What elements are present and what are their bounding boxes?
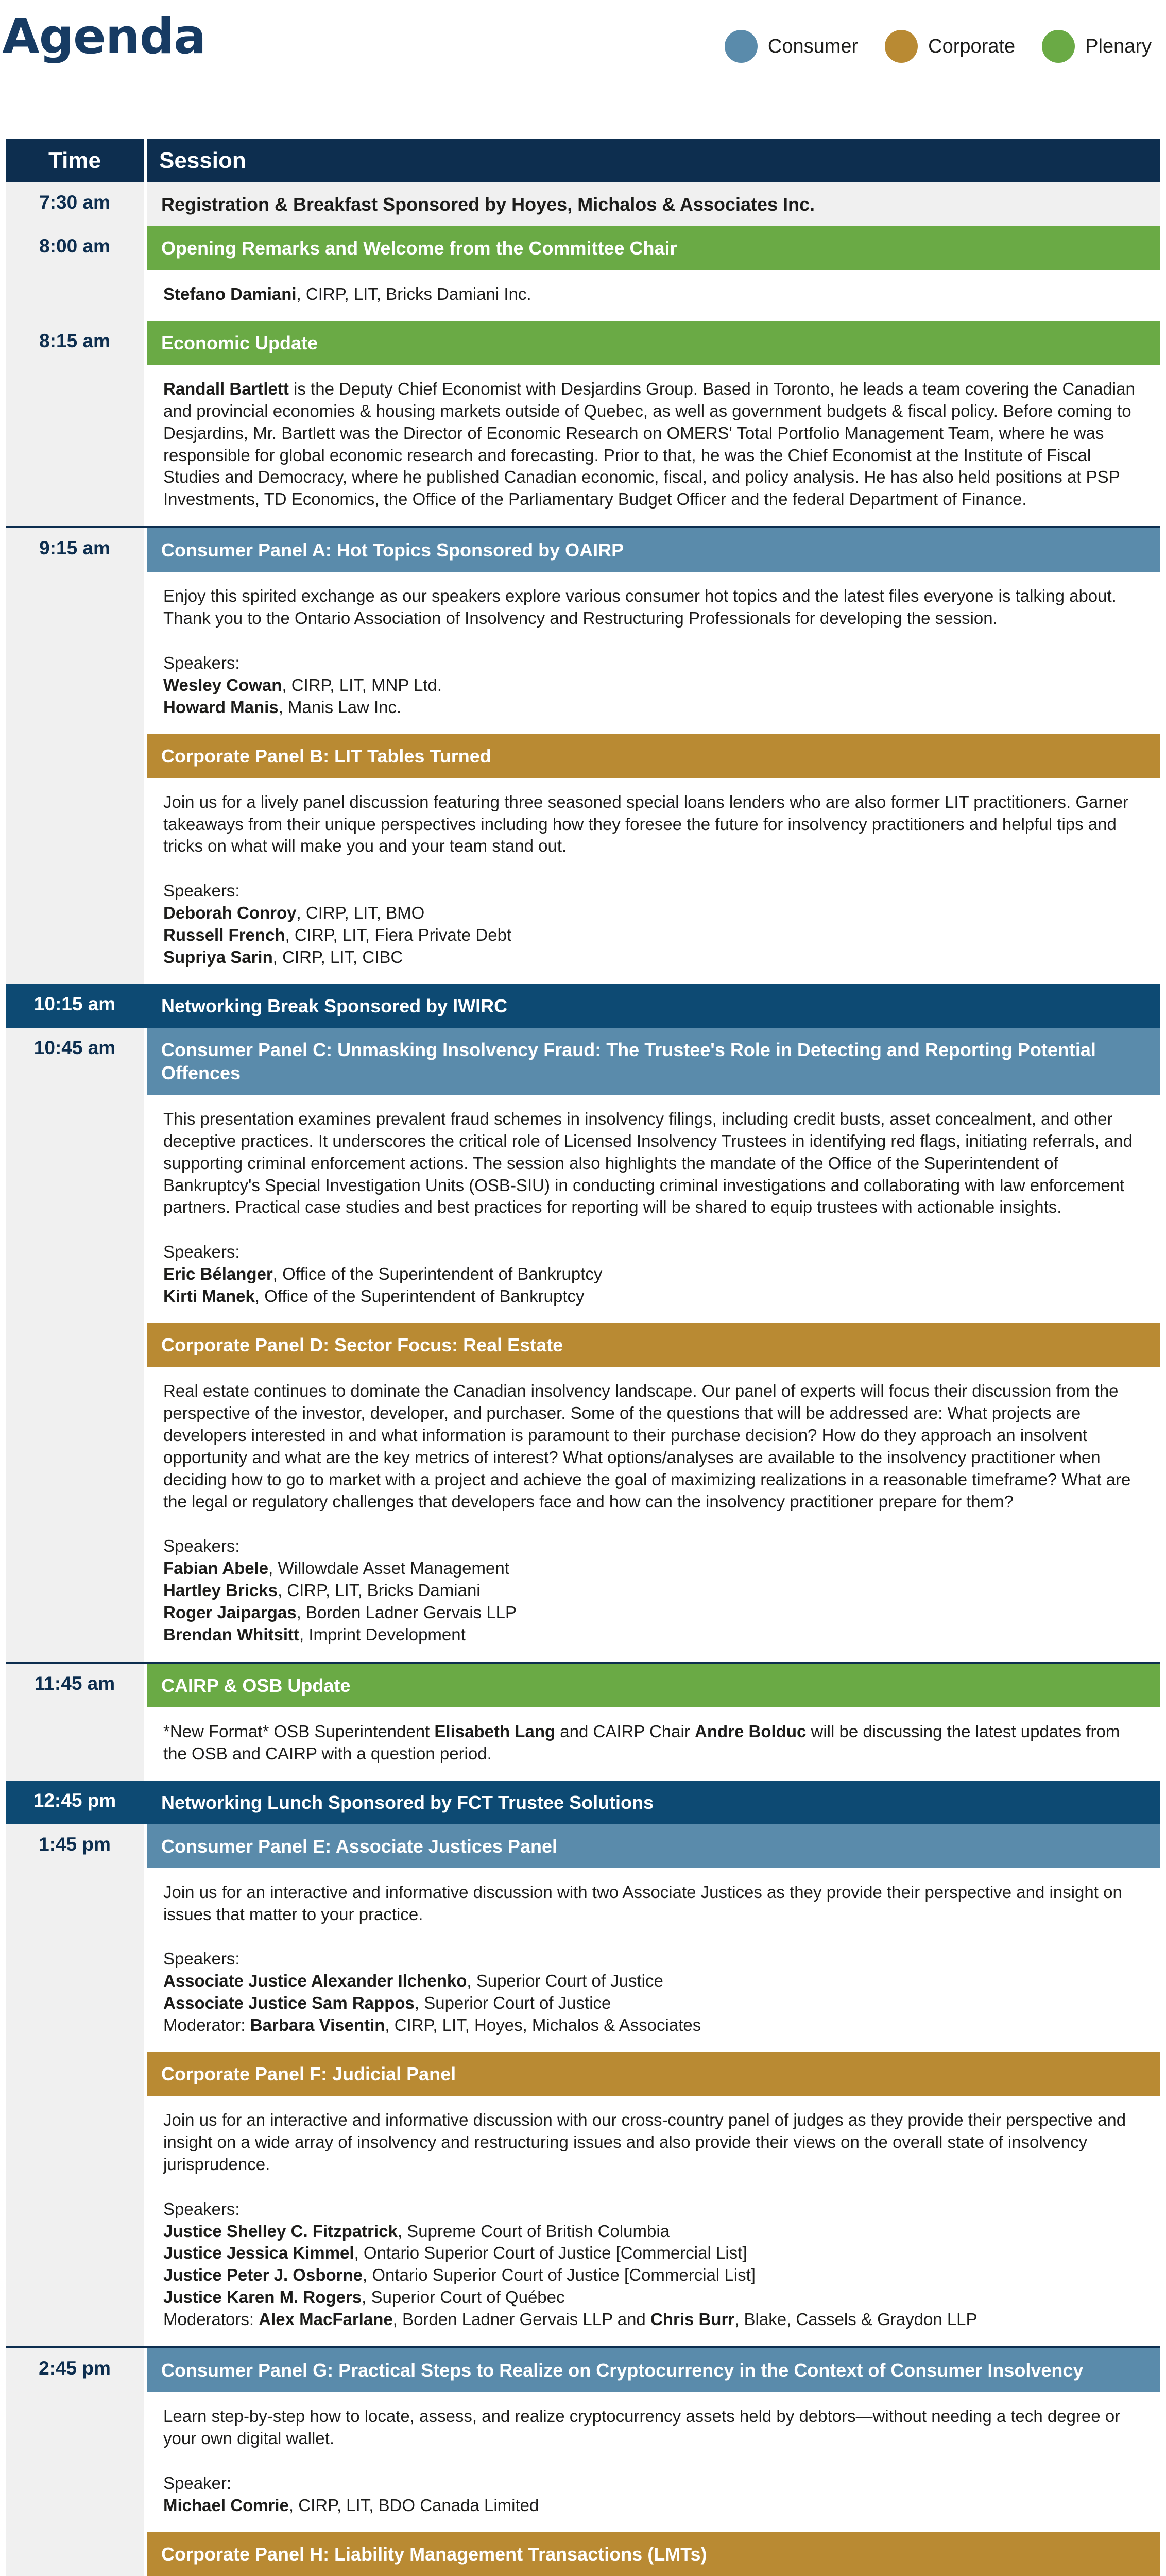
- speaker-affiliation: , CIRP, LIT, BDO Canada Limited: [288, 2495, 539, 2515]
- speaker-line: [163, 1263, 1146, 1285]
- speakers-list: [163, 880, 1146, 969]
- speaker-affiliation: , Superior Court of Québec: [362, 2287, 565, 2307]
- update-text: *New Format* OSB Superintendent: [163, 1721, 435, 1741]
- session-title-registration: Registration & Breakfast Sponsored by Hoyes, Michalos & Associates Inc.: [147, 182, 1160, 226]
- session-body: [147, 1095, 1160, 1323]
- speaker-name: Associate Justice Sam Rappos: [163, 1993, 415, 2013]
- speaker-line: [163, 946, 1146, 969]
- session-body: [147, 2096, 1160, 2346]
- agenda-header: [0, 0, 1166, 139]
- speaker-name: Alex MacFarlane: [259, 2310, 393, 2329]
- speaker-name: Howard Manis: [163, 697, 279, 717]
- agenda-row-0730: [6, 182, 1160, 226]
- speaker-name: Deborah Conroy: [163, 903, 297, 923]
- speakers-label: Speaker:: [163, 2473, 232, 2493]
- moderator-label: Moderator:: [163, 2015, 250, 2035]
- agenda-row-1345: [6, 1824, 1160, 2348]
- speaker-line: [163, 924, 1146, 946]
- speaker-name: Elisabeth Lang: [434, 1721, 556, 1741]
- speakers-list: [163, 1535, 1146, 1646]
- speakers-list: [163, 652, 1146, 719]
- speaker-name: Russell French: [163, 925, 285, 945]
- speaker-affiliation: , Office of the Superintendent of Bankruptcy: [254, 1286, 585, 1306]
- speaker-name: Kirti Manek: [163, 1286, 255, 1306]
- speaker-name: Michael Comrie: [163, 2495, 289, 2515]
- legend-item-plenary: [1042, 30, 1152, 63]
- speakers-label: Speakers:: [163, 1949, 240, 1969]
- session-body: [147, 270, 1160, 321]
- speaker-line: [163, 1992, 1146, 2014]
- legend-label: Corporate: [928, 35, 1016, 57]
- agenda-table: [6, 139, 1160, 2576]
- session-cell: [147, 1664, 1160, 1781]
- speaker-line: [163, 1624, 1146, 1646]
- time-cell: 8:15 am: [6, 321, 144, 526]
- speaker-name: Barbara Visentin: [250, 2015, 385, 2035]
- agenda-row-0915: [6, 528, 1160, 984]
- speaker-name: Justice Jessica Kimmel: [163, 2243, 354, 2263]
- time-cell: 2:45 pm: [6, 2348, 144, 2576]
- session-description: Real estate continues to dominate the Canadian insolvency landscape. Our panel of experts will focus their discussion from the perspective of the investor, developer, and purchaser. Some of the questions that will be addressed are: What projects are developers interested in and what information is paramount to their purchase decision? How do they approach an insolvent opportunity and what are the key metrics of interest? What options/analyses are available to the insolvency practitioner when deciding how to go to market with a project and achieve the goal of maximizing realizations in a reasonable timeframe? What are the legal or regulatory challenges that developers face and how can the insolvency practitioner prepare for them?: [163, 1381, 1131, 1511]
- update-description: [163, 1721, 1146, 1765]
- session-title-consumer-panel-g: Consumer Panel G: Practical Steps to Realize on Cryptocurrency in the Context of Consumer Insolvency: [147, 2348, 1160, 2392]
- speaker-line: [163, 2264, 1146, 2286]
- legend-label: Consumer: [767, 35, 859, 57]
- time-cell: 7:30 am: [6, 182, 144, 226]
- legend-label: Plenary: [1085, 35, 1152, 57]
- speakers-list: [163, 1948, 1146, 2037]
- speaker-line: [163, 1602, 1146, 1624]
- speaker-name: Justice Karen M. Rogers: [163, 2287, 362, 2307]
- time-column-header: Time: [6, 139, 144, 182]
- session-body: [147, 1707, 1160, 1781]
- speakers-list: [163, 2198, 1146, 2331]
- session-description: Join us for an interactive and informative discussion with two Associate Justices as they provide their perspective and insight on issues that matter to your practice.: [163, 1882, 1122, 1924]
- speaker-affiliation: , Ontario Superior Court of Justice [Commercial List]: [354, 2243, 747, 2263]
- session-title-cairp-osb-update: CAIRP & OSB Update: [147, 1664, 1160, 1707]
- speaker-affiliation: , CIRP, LIT, MNP Ltd.: [282, 675, 442, 694]
- time-cell: 10:45 am: [6, 1028, 144, 1662]
- speaker-name: Brendan Whitsitt: [163, 1624, 299, 1644]
- session-body: [147, 1367, 1160, 1662]
- bio-text: is the Deputy Chief Economist with Desjardins Group. Based in Toronto, he leads a team covering the Canadian and provincial economies & housing markets outside of Quebec, as well as government budgets & fiscal policy. Before coming to Desjardins, Mr. Bartlett was the Director of Economic Research on OMERS' Total Portfolio Management Team, where he was responsible for global economic research and forecasting. Prior to that, he was the Chief Economist at the Institute of Fiscal Studies and Democracy, where he published Canadian economic, fiscal, and policy analysis. He has also held positions at PSP Investments, TD Economics, the Office of the Parliamentary Budget Officer and the federal Department of Finance.: [163, 379, 1135, 509]
- agenda-row-0800: [6, 226, 1160, 321]
- speaker-affiliation: , Imprint Development: [299, 1624, 466, 1644]
- speaker-name: Wesley Cowan: [163, 675, 282, 694]
- session-title-networking-break-iwirc: Networking Break Sponsored by IWIRC: [147, 984, 1160, 1028]
- legend: [698, 30, 1152, 63]
- speaker-line: [163, 1580, 1146, 1602]
- speaker-affiliation: , Supreme Court of British Columbia: [397, 2221, 670, 2241]
- speaker-line: [163, 697, 1146, 719]
- speaker-line: [163, 2242, 1146, 2264]
- session-cell: [147, 226, 1160, 321]
- session-title-corporate-panel-b: Corporate Panel B: LIT Tables Turned: [147, 734, 1160, 778]
- session-body: [147, 365, 1160, 526]
- agenda-row-1145: [6, 1664, 1160, 1781]
- speaker-affiliation: , Borden Ladner Gervais LLP and: [392, 2310, 650, 2329]
- update-text: and CAIRP Chair: [555, 1721, 695, 1741]
- speakers-label: Speakers:: [163, 1536, 240, 1556]
- legend-item-corporate: [885, 30, 1015, 63]
- speaker-affiliation: , CIRP, LIT, Bricks Damiani Inc.: [296, 284, 531, 303]
- speaker-name: Hartley Bricks: [163, 1581, 278, 1600]
- speaker-affiliation: , Manis Law Inc.: [278, 697, 402, 717]
- speaker-name: Justice Shelley C. Fitzpatrick: [163, 2221, 398, 2241]
- update-text: will be discussing the latest updates from the OSB and CAIRP with a question period.: [163, 1721, 1120, 1763]
- speaker-line: [163, 1970, 1146, 1992]
- agenda-row-0815: [6, 321, 1160, 528]
- session-cell: [147, 182, 1160, 226]
- speaker-affiliation: , Superior Court of Justice: [467, 1971, 663, 1991]
- time-cell: 1:45 pm: [6, 1824, 144, 2346]
- moderator-line: [163, 2309, 1146, 2331]
- session-description: Join us for a lively panel discussion featuring three seasoned special loans lenders who are also former LIT practitioners. Garner takeaways from their unique perspectives including how they foresee the future for insolvency practitioners and helpful tips and tricks on what will make you and your team stand out.: [163, 792, 1129, 856]
- session-cell: [147, 2348, 1160, 2576]
- speakers-label: Speakers:: [163, 653, 240, 673]
- session-body: [147, 1868, 1160, 2052]
- speaker-affiliation: , CIRP, LIT, Hoyes, Michalos & Associates: [385, 2015, 701, 2035]
- speaker-affiliation: , Blake, Cassels & Graydon LLP: [734, 2310, 978, 2329]
- speaker-name: Chris Burr: [650, 2310, 735, 2329]
- session-title-consumer-panel-e: Consumer Panel E: Associate Justices Panel: [147, 1824, 1160, 1868]
- speaker-name: Andre Bolduc: [695, 1721, 807, 1741]
- table-header: [6, 139, 1160, 182]
- speaker-name: Stefano Damiani: [163, 284, 297, 303]
- page-title: Agenda: [2, 9, 206, 65]
- session-cell: [147, 984, 1160, 1028]
- session-cell: [147, 1781, 1160, 1824]
- agenda-row-1445: [6, 2348, 1160, 2576]
- speaker-affiliation: , Borden Ladner Gervais LLP: [296, 1603, 517, 1622]
- legend-item-consumer: [725, 30, 858, 63]
- session-title-opening: Opening Remarks and Welcome from the Committee Chair: [147, 226, 1160, 270]
- session-description: Enjoy this spirited exchange as our speakers explore various consumer hot topics and the latest files everyone is talking about. Thank you to the Ontario Association of Insolvency and Restructuring Professionals for developing the session.: [163, 586, 1117, 628]
- speakers-list: [163, 1241, 1146, 1308]
- session-title-corporate-panel-d: Corporate Panel D: Sector Focus: Real Estate: [147, 1323, 1160, 1367]
- time-cell: 11:45 am: [6, 1664, 144, 1781]
- speaker-affiliation: , CIRP, LIT, Fiera Private Debt: [285, 925, 512, 945]
- session-cell: [147, 528, 1160, 984]
- session-description: This presentation examines prevalent fraud schemes in insolvency filings, including credit busts, asset concealment, and other deceptive practices. It underscores the critical role of Licensed Insolvency Trustees in identifying red flags, initiating referrals, and supporting criminal enforcement actions. The session also highlights the mandate of the Office of the Superintendent of Bankruptcy's Special Investigation Units (OSB-SIU) in conducting criminal investigations and collaborating with law enforcement partners. Practical case studies and best practices for reporting will be shared to equip trustees with actionable insights.: [163, 1109, 1133, 1217]
- speaker-line: [163, 674, 1146, 697]
- agenda-row-1245: [6, 1781, 1160, 1824]
- moderator-label: Moderators:: [163, 2310, 259, 2329]
- session-body: [147, 572, 1160, 734]
- time-cell: 10:15 am: [6, 984, 144, 1028]
- session-title-corporate-panel-h: Corporate Panel H: Liability Management Transactions (LMTs): [147, 2532, 1160, 2576]
- speaker-affiliation: , CIRP, LIT, CIBC: [272, 947, 403, 967]
- speaker-affiliation: , Willowdale Asset Management: [268, 1558, 509, 1578]
- session-cell: [147, 1028, 1160, 1662]
- session-body: [147, 778, 1160, 984]
- speakers-label: Speakers:: [163, 2199, 240, 2218]
- session-title-consumer-panel-c: Consumer Panel C: Unmasking Insolvency Fraud: The Trustee's Role in Detecting and Reporting Potential Offences: [147, 1028, 1160, 1095]
- session-cell: [147, 321, 1160, 526]
- plenary-dot-icon: [1042, 30, 1075, 63]
- speaker-name: Supriya Sarin: [163, 947, 273, 967]
- session-title-economic-update: Economic Update: [147, 321, 1160, 365]
- speakers-list: [163, 2472, 1146, 2517]
- time-cell: 12:45 pm: [6, 1781, 144, 1824]
- session-body: [147, 2392, 1160, 2532]
- speaker-name: Associate Justice Alexander Ilchenko: [163, 1971, 467, 1991]
- speakers-label: Speakers:: [163, 881, 240, 901]
- speaker-bio: [163, 378, 1146, 511]
- session-title-consumer-panel-a: Consumer Panel A: Hot Topics Sponsored by OAIRP: [147, 528, 1160, 572]
- speaker-line: [163, 283, 1146, 306]
- speaker-affiliation: , Ontario Superior Court of Justice [Commercial List]: [363, 2265, 756, 2285]
- speaker-name: Fabian Abele: [163, 1558, 269, 1578]
- speakers-label: Speakers:: [163, 1242, 240, 1262]
- time-cell: 8:00 am: [6, 226, 144, 321]
- consumer-dot-icon: [725, 30, 758, 63]
- session-cell: [147, 1824, 1160, 2346]
- session-title-networking-lunch: Networking Lunch Sponsored by FCT Trustee Solutions: [147, 1781, 1160, 1824]
- speaker-line: [163, 902, 1146, 924]
- speaker-line: [163, 2286, 1146, 2309]
- speaker-line: [163, 1285, 1146, 1308]
- agenda-row-1015: [6, 984, 1160, 1028]
- time-cell: 9:15 am: [6, 528, 144, 984]
- session-title-corporate-panel-f: Corporate Panel F: Judicial Panel: [147, 2052, 1160, 2096]
- corporate-dot-icon: [885, 30, 918, 63]
- session-column-header: Session: [147, 139, 1160, 182]
- speaker-line: [163, 2495, 1146, 2517]
- moderator-line: [163, 2014, 1146, 2037]
- speaker-name: Randall Bartlett: [163, 379, 289, 398]
- agenda-row-1045: [6, 1028, 1160, 1664]
- speaker-line: [163, 2221, 1146, 2243]
- speaker-name: Roger Jaipargas: [163, 1603, 297, 1622]
- speaker-affiliation: , Office of the Superintendent of Bankruptcy: [272, 1264, 603, 1284]
- speaker-name: Eric Bélanger: [163, 1264, 273, 1284]
- speaker-line: [163, 1557, 1146, 1580]
- speaker-affiliation: , CIRP, LIT, Bricks Damiani: [277, 1581, 481, 1600]
- speaker-affiliation: , Superior Court of Justice: [414, 1993, 611, 2013]
- session-description: Learn step-by-step how to locate, assess, and realize cryptocurrency assets held by debtors—without needing a tech degree or your own digital wallet.: [163, 2406, 1121, 2448]
- session-description: Join us for an interactive and informative discussion with our cross-country panel of judges as they provide their perspective and insight on a wide array of insolvency and restructuring issues and also provide their views on the overall state of insolvency jurisprudence.: [163, 2110, 1126, 2174]
- speaker-affiliation: , CIRP, LIT, BMO: [296, 903, 425, 923]
- speaker-name: Justice Peter J. Osborne: [163, 2265, 363, 2285]
